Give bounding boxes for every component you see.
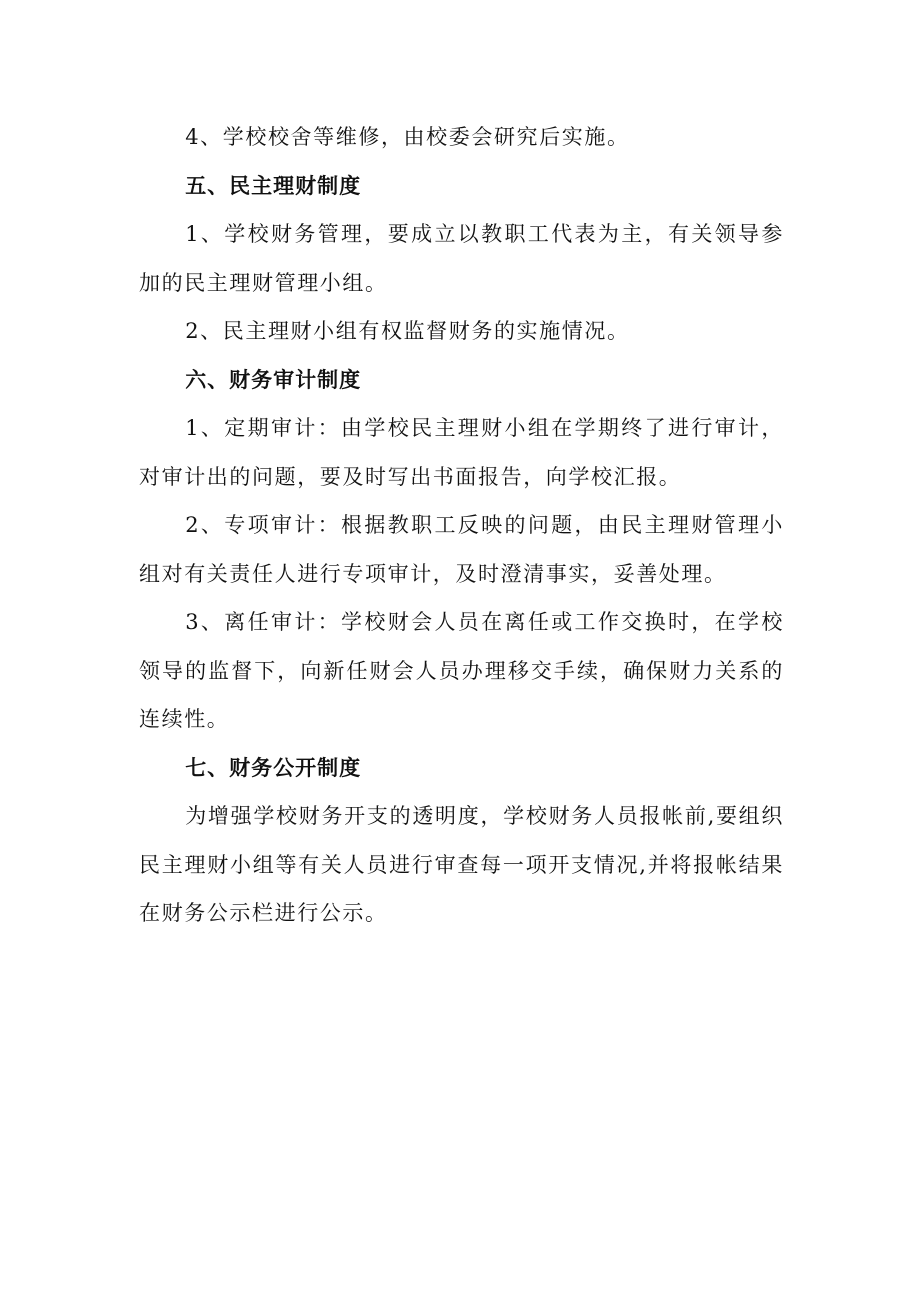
paragraph-section-5-item-2: 2、民主理财小组有权监督财务的实施情况。 — [185, 319, 630, 343]
paragraph-section-5-item-1: 1、学校财务管理，要成立以教职工代表为主，有关领导参加的民主理财管理小组。 — [139, 222, 784, 295]
paragraph-section-6-item-2: 2、专项审计：根据教职工反映的问题，由民主理财管理小组对有关责任人进行专项审计，及时澄清事实，妥善处理。 — [139, 513, 784, 586]
paragraph-item-4-repair: 4、学校校舍等维修，由校委会研究后实施。 — [185, 125, 630, 149]
document-body — [139, 113, 784, 938]
section-heading-5: 五、民主理财制度 — [185, 173, 362, 198]
section-heading-6: 六、财务审计制度 — [185, 367, 362, 392]
paragraph-section-6-item-1: 1、定期审计：由学校民主理财小组在学期终了进行审计，对审计出的问题，要及时写出书面报告，向学校汇报。 — [139, 416, 784, 489]
paragraph-section-6-item-3: 3、离任审计：学校财会人员在离任或工作交换时，在学校领导的监督下，向新任财会人员办理移交手续，确保财力关系的连续性。 — [139, 610, 784, 731]
section-heading-7: 七、财务公开制度 — [185, 755, 362, 780]
paragraph-section-7-body: 为增强学校财务开支的透明度，学校财务人员报帐前,要组织民主理财小组等有关人员进行审查每一项开支情况,并将报帐结果在财务公示栏进行公示。 — [139, 804, 784, 925]
